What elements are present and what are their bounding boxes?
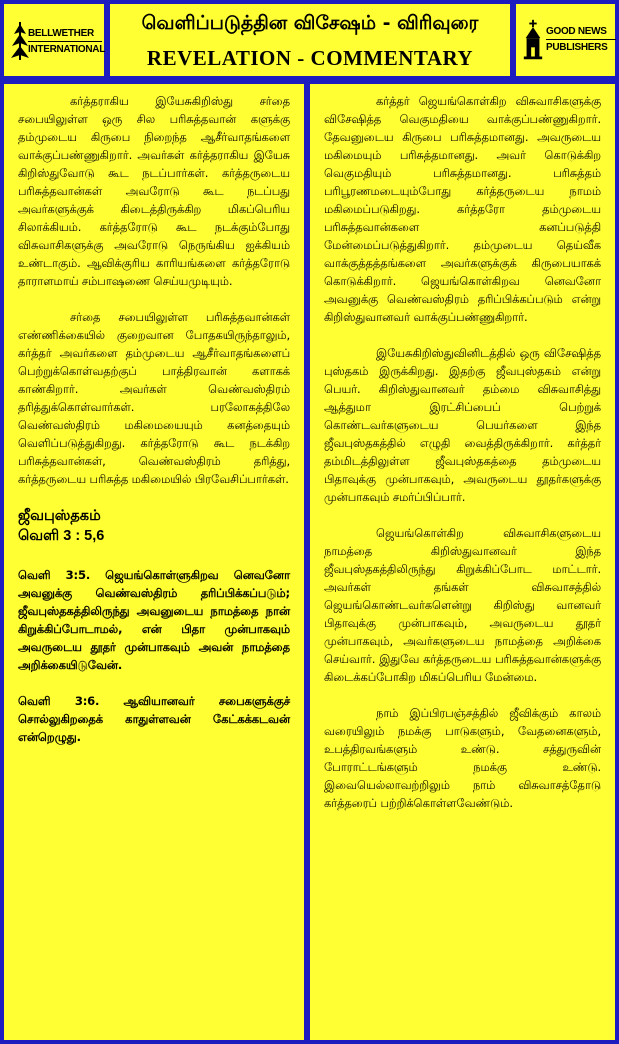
right-logo-box <box>516 4 615 76</box>
right-paragraph-2: இயேசுகிறிஸ்துவினிடத்தில் ஒரு விசேஷித்த புஸ்தகம் இருக்கிறது. இதற்கு ஜீவபுஸ்தகம் என்று பெயர். கிறிஸ்துவானவர் தம்மை விசுவாசித்து ஆத்துமா இரட்சிப்பைப் பெற்றுக் கொண்டவர்களுடைய பெயர்களை இந்த ஜீவபுஸ்தகத்தில் எழுதி வைத்திருக்கிறார். கர்த்தர் தம்மிடத்திலுள்ள ஜீவபுஸ்தகத்தை தம்முடைய பிதாவுக்கு முன்பாகவும், அவருடைய தூதர்களுக்கு முன்பாகவும் சமர்ப்பிப்பார். <box>324 346 601 504</box>
section-heading-reference: வெளி 3 : 5,6 <box>18 528 105 544</box>
section-heading <box>18 506 290 546</box>
verse-3-5: வெளி 3:5. ஜெயங்கொள்ளுகிறவ னெவனோ அவனுக்கு வெண்வஸ்திரம் தரிப்பிக்கப்படும்; ஜீவபுஸ்தகத்திலிருந்து அவனுடைய நாமத்தை நான் கிறுக்கிப்போடாமல், என் பிதா முன்பாகவும் அவருடைய தூதர் முன்பாகவும் அவன் நாமத்தை அறிக்கையிடுவேன். <box>18 568 290 672</box>
right-paragraph-4: நாம் இப்பிரபஞ்சத்தில் ஜீவிக்கும் காலம் வரையிலும் நமக்கு பாடுகளும், வேதனைகளும், உபத்திரவங்களும் உண்டு. சத்துருவின் போராட்டங்களும் நமக்கு உண்டு. இவையெல்லாவற்றிலும் நாம் விசுவாசத்தோடு கர்த்தரைப் பற்றிக்கொள்ளவேண்டும். <box>324 706 601 810</box>
page-title-english: REVELATION - COMMENTARY <box>146 46 474 70</box>
left-logo-line2: INTERNATIONAL <box>28 44 106 55</box>
bellwether-icon <box>10 20 30 62</box>
church-icon <box>522 18 544 62</box>
right-column <box>310 84 615 1040</box>
left-logo-box <box>4 4 104 76</box>
title-box <box>110 4 510 76</box>
page-title-tamil: வெளிப்படுத்தின விசேஷம் - விரிவுரை <box>141 12 479 34</box>
good-news-logo <box>520 14 612 66</box>
header-bar <box>0 0 619 80</box>
verse-3-6: வெளி 3:6. ஆவியானவர் சபைகளுக்குச் சொல்லுகிறதைக் காதுள்ளவன் கேட்கக்கடவன் என்றெழுது. <box>18 694 290 744</box>
left-column <box>4 84 304 1040</box>
left-paragraph-1: கர்த்தராகிய இயேசுகிறிஸ்து சர்தை சபையிலுள்ள ஒரு சில பரிசுத்தவான் களுக்கு தம்முடைய கிருபை நிறைந்த ஆசீர்வாதங்களை வாக்குப்பண்ணுகிறார். அவர்கள் கர்த்தராகிய இயேசு கிறிஸ்துவோடு கூட நடப்பார்கள். கர்த்தருடைய பரிசுத்தவான்கள் அவரோடு கூட நடப்பது அவர்களுக்குக் கிடைத்திருக்கிற மிகப்பெரிய சிலாக்கியம். கர்த்தரோடு கூட நடக்கும்போது விசுவாசிகளுக்கு அவரோடு நெருங்கிய ஐக்கியம் உண்டாகும். ஆவிக்குரிய காரியங்களை கர்த்தரோடு தாராளமாய் சம்பாஷணை செய்யமுடியும். <box>18 94 290 288</box>
left-logo-line1: BELLWETHER <box>28 28 102 42</box>
right-logo-line2: PUBLISHERS <box>546 42 608 53</box>
right-logo-line1: GOOD NEWS <box>546 26 616 40</box>
section-heading-title: ஜீவபுஸ்தகம் <box>18 508 101 524</box>
bellwether-logo <box>8 14 106 66</box>
right-paragraph-1: கர்த்தர் ஜெயங்கொள்கிற விசுவாசிகளுக்கு விசேஷித்த வெகுமதியை வாக்குப்பண்ணுகிறார். தேவனுடைய கிருபை பரிசுத்தமானது. அவருடைய மகிமையும் பரிசுத்தமானது. அவர் கொடுக்கிற வெகுமதியும் பரிசுத்தமானது. பரிசுத்தம் பரிபூரணமடையும்போது கர்த்தருடைய நாமம் மகிமைப்படுகிறது. கர்த்தரோ தம்முடைய பரிசுத்தவான்களை கனப்படுத்தி மேன்மைப்படுத்துகிறார். தம்முடைய தெய்வீக வாக்குத்தத்தங்களை அவர்களுக்குக் கிருபையாகக் கொடுக்கிறார். ஜெயங்கொள்கிறவ னெவனோ அவனுக்கு வெண்வஸ்திரம் தரிப்பிக்கப்படும் என்று கிறிஸ்துவானவர் வாக்குப்பண்ணுகிறார். <box>324 94 601 324</box>
left-paragraph-2: சர்தை சபையிலுள்ள பரிசுத்தவான்கள் எண்ணிக்கையில் குறைவான போதகயிருந்தாலும், கர்த்தர் அவர்களை தம்முடைய ஆசீர்வாதங்களைப் பெற்றுக்கொள்வதற்குப் பாத்திரவான் களாகக் காண்கிறார். அவர்கள் வெண்வஸ்திரம் தரித்துக்கொள்வார்கள். பரலோகத்திலே வெண்வஸ்திரம் மகிமையையும் கனத்தையும் வெளிப்படுத்துகிறது. கர்த்தரோடு கூட நடக்கிற பரிசுத்தவான்கள், வெண்வஸ்திரம் தரித்து, கர்த்தருடைய பரிசுத்த மகிமையில் பிரவேசிப்பார்கள். <box>18 310 290 486</box>
right-paragraph-3: ஜெயங்கொள்கிற விசுவாசிகளுடைய நாமத்தை கிறிஸ்துவானவர் இந்த ஜீவபுஸ்தகத்திலிருந்து கிறுக்கிப்போட மாட்டார். அவர்கள் தங்கள் விசுவாசத்தில் ஜெயங்கொண்டவர்களென்று கிறிஸ்து வானவர் பிதாவுக்கு முன்பாகவும், அவருடைய தூதர் முன்பாகவும், அவர்களுடைய நாமத்தை அறிக்கை செய்வார். இதுவே கர்த்தருடைய பரிசுத்தவான்களுக்கு கிடைக்கப்போகிற மிகப்பெரிய மேன்மை. <box>324 526 601 684</box>
